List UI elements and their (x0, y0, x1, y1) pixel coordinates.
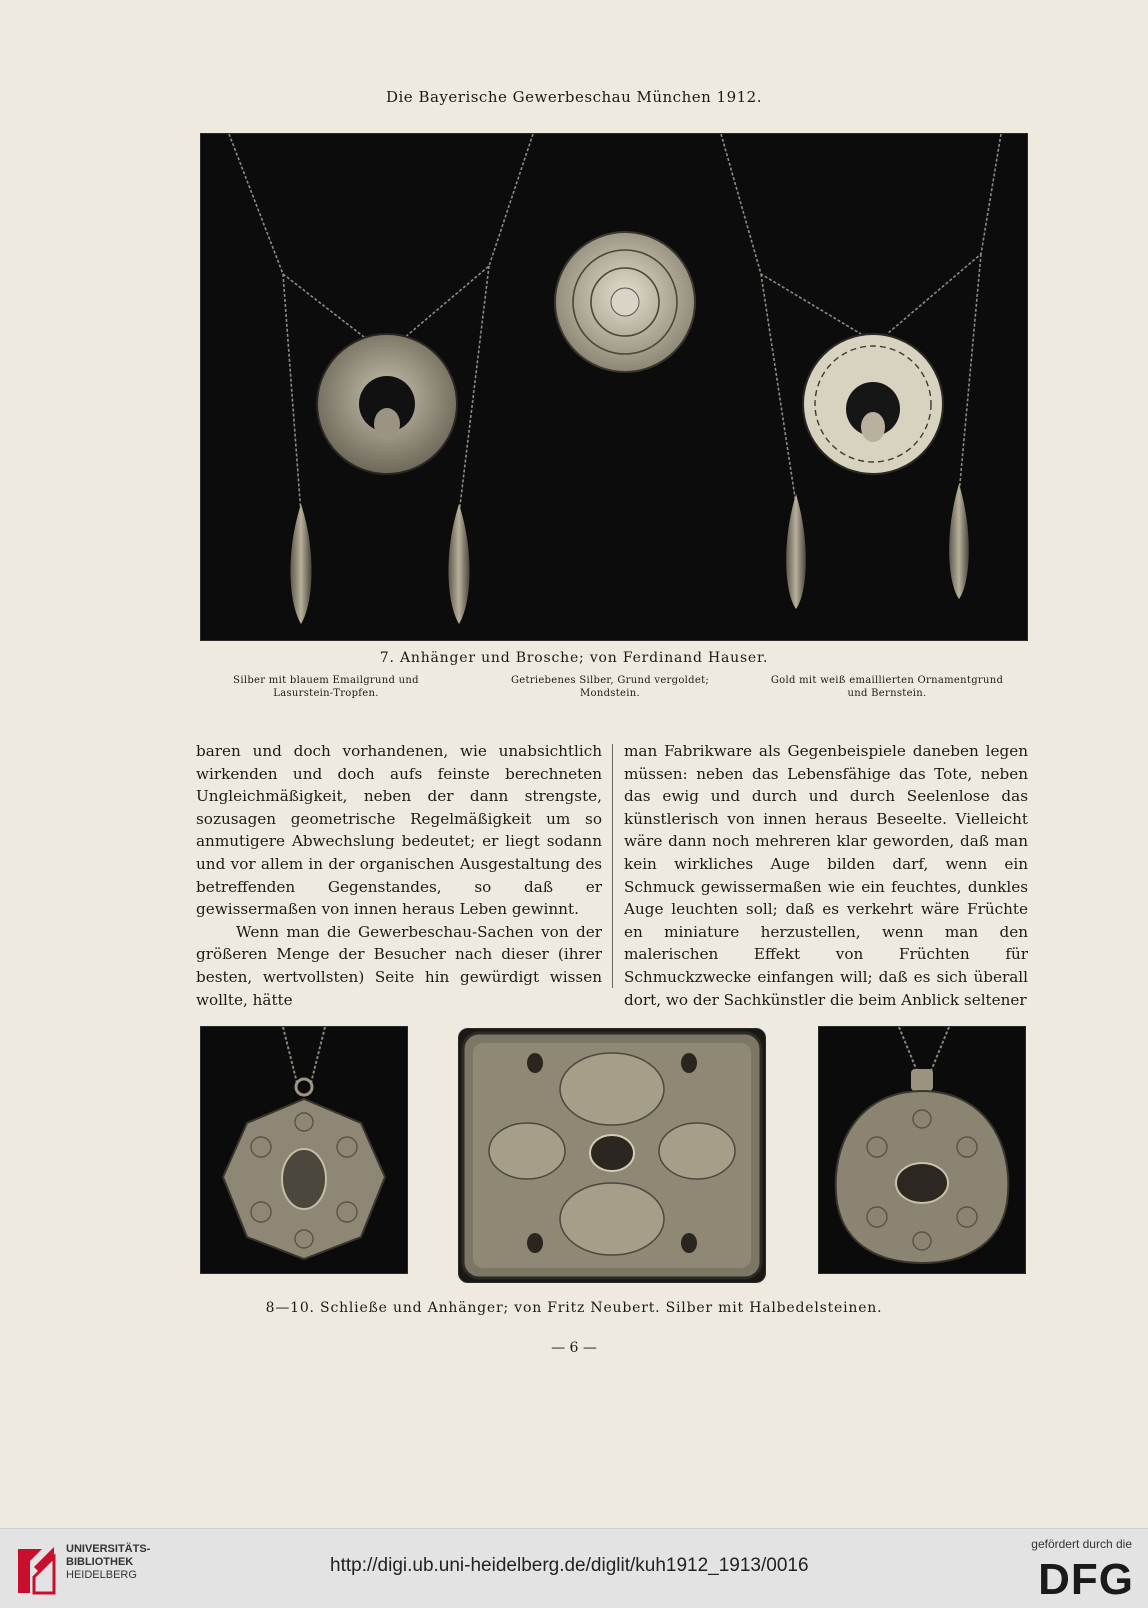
column-divider (612, 744, 613, 988)
figure-7-sub-middle-line1: Getriebenes Silber, Grund vergoldet; (510, 675, 710, 686)
figure-7-sub-left-line2: Lasurstein-Tropfen. (273, 688, 379, 699)
page-number: — 6 — (551, 1340, 597, 1356)
paragraph: baren und doch vorhandenen, wie unabsichtlich wirkenden und doch aufs feinste berechneten Ungleichmäßigkeit, neben der dann strengste, sozusagen geometrische Regelmäßigkeit um so anmutigere Abwechslung bedeutet; er liegt sodann und vor allem in der organischen Ausgestaltung des betreffenden Gegenstandes, so daß er gewissermaßen von innen heraus Leben gewinnt. (196, 742, 602, 919)
library-name-line2: BIBLIOTHEK (66, 1556, 134, 1568)
figure-7-sub-middle (500, 674, 720, 700)
figure-7-sub-left-line1: Silber mit blauem Emailgrund und (233, 675, 419, 686)
footer-bar (0, 1528, 1148, 1608)
figure-7-sub-right-line2: und Bernstein. (847, 688, 927, 699)
page-header: Die Bayerische Gewerbeschau München 1912. (385, 88, 762, 106)
figure-7-sub-middle-line2: Mondstein. (580, 688, 640, 699)
figure-7-photo (200, 133, 1028, 641)
text-column-left (196, 740, 602, 1011)
paragraph: Wenn man die Gewerbeschau-Sachen von der größeren Menge der Besucher nach dieser (ihrer besten, wertvollsten) Seite hin gewürdigt wissen wollte, hätte (196, 922, 602, 1009)
figure-10-photo (818, 1026, 1026, 1274)
figure-7-sub-left (226, 674, 426, 700)
library-name-line1: UNIVERSITÄTS- (66, 1543, 151, 1555)
paragraph: man Fabrikware als Gegenbeispiele daneben legen müssen: neben das Lebensfähige das Tote, neben das ewig und durch und durch Seelenlose das künstlerisch von innen heraus Beseelte. Vielleicht wäre dann noch mehreren klar geworden, daß man kein wirkliches Auge bilden darf, wenn ein Schmuck gewissermaßen wie ein feuchtes, dunkles Auge leuchten soll; daß es verkehrt wäre Früchte en miniature herzustellen, wenn man den malerischen Effekt von Früchten für Schmuckzwecke einfangen will; daß es sich überall dort, wo der Sachkünstler die beim Anblick seltener (624, 742, 1028, 1009)
figure-9-photo (458, 1028, 766, 1283)
figure-7-sub-right (762, 674, 1012, 700)
dfg-logo: DFG (1038, 1555, 1134, 1604)
library-logo-icon (14, 1539, 58, 1597)
figure-7-sub-right-line1: Gold mit weiß emaillierten Ornamentgrund (770, 675, 1004, 686)
library-name (66, 1543, 150, 1582)
figure-8-10-caption: 8—10. Schließe und Anhänger; von Fritz Neubert. Silber mit Halbedelsteinen. (265, 1300, 883, 1316)
funded-by-label: gefördert durch die (1031, 1537, 1132, 1551)
figure-8-photo (200, 1026, 408, 1274)
source-url-link[interactable]: http://digi.ub.uni-heidelberg.de/diglit/kuh1912_1913/0016 (330, 1555, 809, 1576)
text-column-right (624, 740, 1028, 1011)
library-name-line3: HEIDELBERG (66, 1569, 137, 1581)
figure-7-caption: 7. Anhänger und Brosche; von Ferdinand Hauser. (379, 650, 769, 666)
